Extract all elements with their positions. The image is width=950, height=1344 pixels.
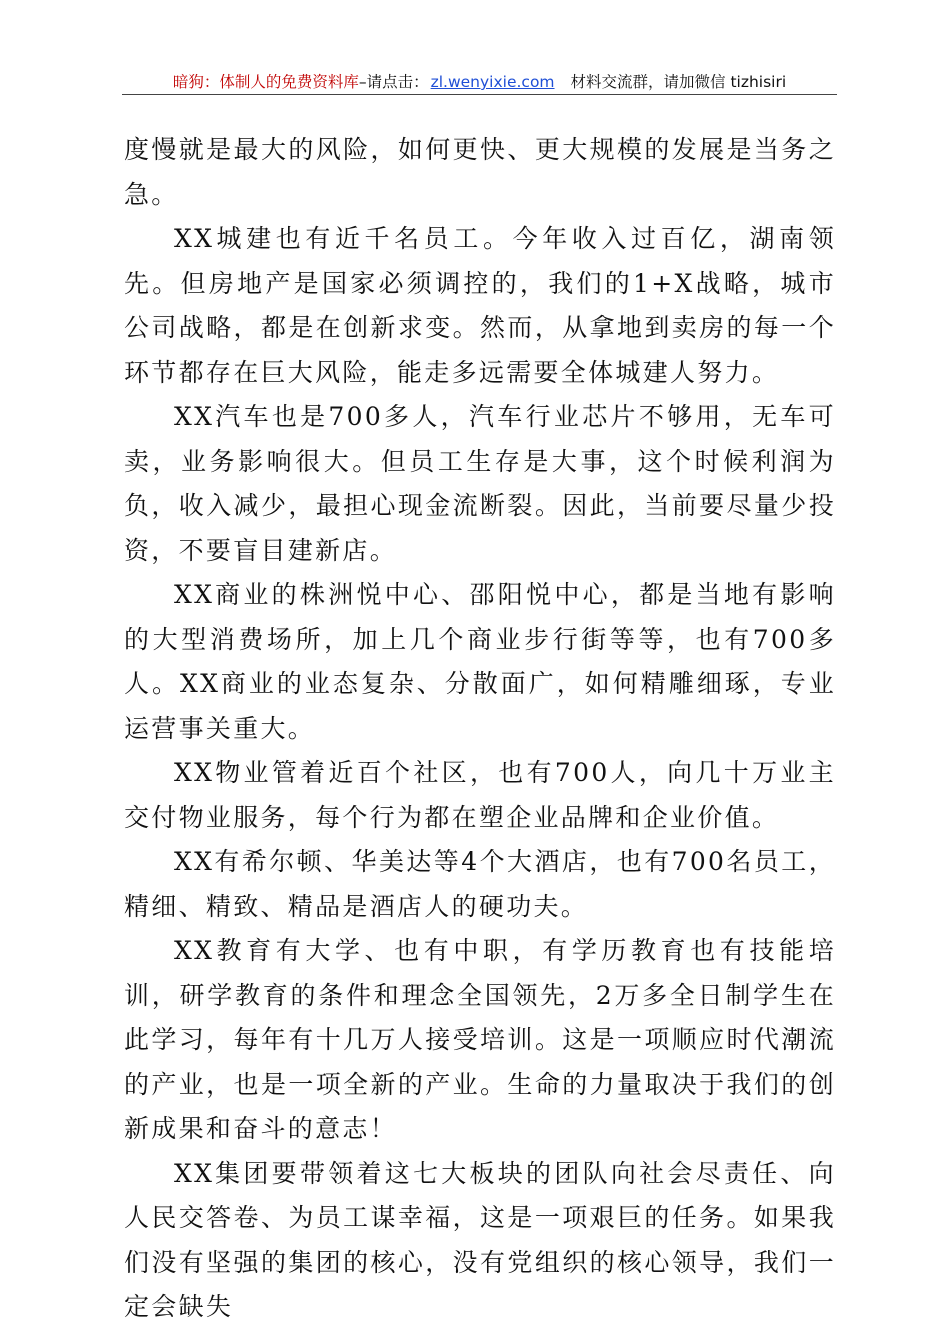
paragraph: XX汽车也是700多人，汽车行业芯片不够用，无车可卖，业务影响很大。但员工生存是大事，这个时候利润为负，收入减少，最担心现金流断裂。因此，当前要尽量少投资，不要盲目建新店。 xyxy=(124,402,836,565)
header-brand: 暗狗：体制人的免费资料库 xyxy=(172,73,359,91)
header-note: 材料交流群，请加微信 tizhisiri xyxy=(570,73,787,91)
paragraph: 度慢就是最大的风险，如何更快、更大规模的发展是当务之急。 xyxy=(124,135,836,209)
document-body xyxy=(124,128,836,1330)
paragraph: XX教育有大学、也有中职，有学历教育也有技能培训，研学教育的条件和理念全国领先，2万多全日制学生在此学习，每年有十几万人接受培训。这是一项顺应时代潮流的产业，也是一项全新的产业。生命的力量取决于我们的创新成果和奋斗的意志！ xyxy=(124,936,836,1143)
paragraph: XX城建也有近千名员工。今年收入过百亿，湖南领先。但房地产是国家必须调控的，我们的1+X战略，城市公司战略，都是在创新求变。然而，从拿地到卖房的每一个环节都存在巨大风险，能走多远需要全体城建人努力。 xyxy=(124,224,836,387)
header-prompt: –请点击： xyxy=(358,73,429,91)
header-divider xyxy=(122,94,837,95)
page-header xyxy=(122,70,837,94)
paragraph: XX集团要带领着这七大板块的团队向社会尽责任、向人民交答卷、为员工谋幸福，这是一项艰巨的任务。如果我们没有坚强的集团的核心，没有党组织的核心领导，我们一定会缺失 xyxy=(124,1158,836,1321)
paragraph: XX商业的株洲悦中心、邵阳悦中心，都是当地有影响的大型消费场所，加上几个商业步行街等等，也有700多人。XX商业的业态复杂、分散面广，如何精雕细琢，专业运营事关重大。 xyxy=(124,580,836,743)
header-link[interactable]: zl.wenyixie.com xyxy=(430,73,555,91)
paragraph: XX有希尔顿、华美达等4个大酒店，也有700名员工，精细、精致、精品是酒店人的硬功夫。 xyxy=(124,847,836,921)
paragraph: XX物业管着近百个社区，也有700人，向几十万业主交付物业服务，每个行为都在塑企业品牌和企业价值。 xyxy=(124,758,836,832)
